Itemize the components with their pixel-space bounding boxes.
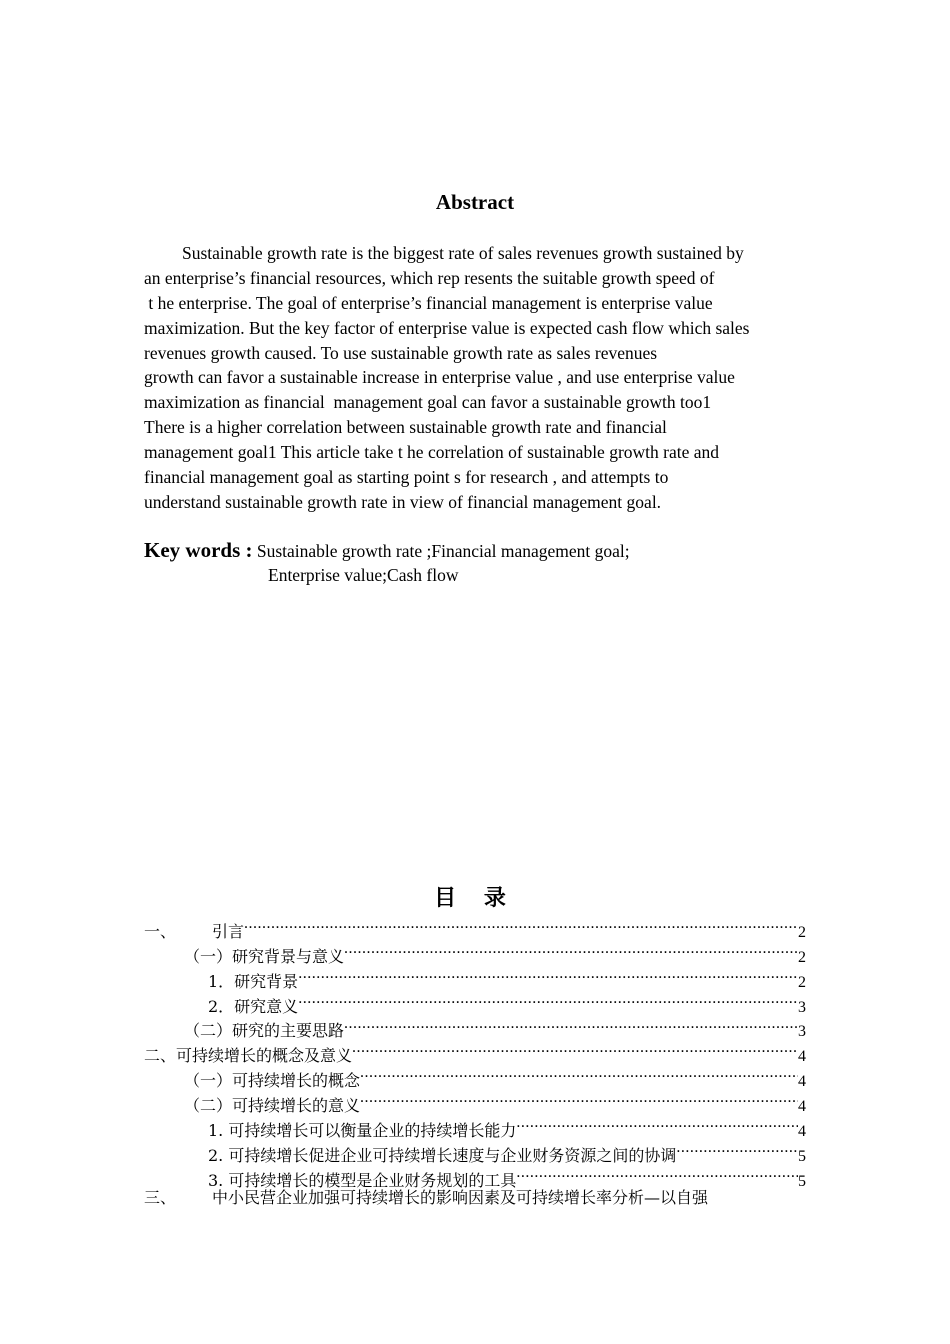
toc-leader-dots	[516, 1111, 798, 1136]
toc-leader-dots	[344, 1012, 798, 1037]
keywords-block	[144, 538, 824, 587]
toc-leader-dots	[352, 1036, 798, 1061]
toc-entry-text: （一）可持续增长的概念	[184, 1071, 361, 1091]
toc-page-number: 2	[798, 923, 806, 941]
toc-entry-text: 1．研究背景	[208, 971, 299, 991]
toc-entry-text: （二）可持续增长的意义	[184, 1096, 361, 1116]
toc-entry-text: 引言	[212, 921, 245, 941]
abstract-line: revenues growth caused. To use sustainable growth rate as sales revenues	[144, 342, 658, 363]
abstract-line: an enterprise’s financial resources, which rep resents the suitable growth speed of	[144, 267, 715, 288]
keywords-label: Key words :	[144, 538, 253, 562]
abstract-title: Abstract	[435, 190, 515, 214]
toc-leader-dots	[360, 1086, 798, 1111]
toc-leader-dots	[344, 937, 798, 962]
keywords-line-2: Enterprise value;Cash flow	[268, 565, 459, 585]
toc-page-number: 5	[798, 1147, 806, 1165]
toc-entry-text: （二）研究的主要思路	[184, 1021, 345, 1041]
toc-page-number: 3	[798, 1023, 806, 1041]
abstract-line: understand sustainable growth rate in view of financial management goal.	[144, 491, 662, 512]
keywords-text: Sustainable growth rate ;Financial management goal;	[252, 541, 630, 561]
toc-entry[interactable]	[144, 1186, 806, 1211]
abstract-line: t he enterprise. The goal of enterprise’s financial management is enterprise value	[144, 292, 713, 313]
abstract-line: Sustainable growth rate is the biggest rate of sales revenues growth sustained by	[182, 243, 744, 263]
toc-page-number: 5	[798, 1172, 806, 1190]
abstract-line: management goal1 This article take t he correlation of sustainable growth rate and	[144, 442, 720, 463]
toc-entry-text: 可持续增长的概念及意义	[176, 1046, 353, 1066]
abstract-body	[144, 241, 824, 515]
toc-page-number: 4	[798, 1098, 806, 1116]
toc-entry-text: （一）研究背景与意义	[184, 946, 345, 966]
toc-entry-number: 一、	[144, 921, 177, 941]
abstract-line: growth can favor a sustainable increase in enterprise value , and use enterprise value	[144, 367, 735, 388]
toc-leader-dots	[360, 1061, 798, 1086]
abstract-line: maximization as financial management goal can favor a sustainable growth too1	[144, 392, 712, 413]
toc-leader-dots	[244, 912, 798, 937]
abstract-line: financial management goal as starting point s for research , and attempts to	[144, 467, 669, 488]
toc-page-number: 3	[798, 998, 806, 1016]
toc-page-number: 4	[798, 1123, 806, 1141]
toc-entry-text: 3. 可持续增长的模型是企业财务规划的工具	[208, 1170, 517, 1190]
keywords-line-1	[144, 538, 824, 563]
abstract-line: maximization. But the key factor of enterprise value is expected cash flow which sales	[144, 317, 750, 338]
toc-entry-text: 2. 可持续增长促进企业可持续增长速度与企业财务资源之间的协调	[208, 1145, 677, 1165]
abstract-line: There is a higher correlation between sustainable growth rate and financial	[144, 417, 667, 438]
toc-leader-dots	[298, 962, 798, 987]
toc-page-number: 4	[798, 1073, 806, 1091]
toc-page-number: 4	[798, 1048, 806, 1066]
toc-entry-number: 三、	[144, 1187, 177, 1207]
toc-page-number: 2	[798, 973, 806, 991]
toc-leader-dots	[676, 1136, 798, 1161]
toc-entry[interactable]	[144, 912, 806, 941]
toc-leader-dots	[516, 1161, 798, 1186]
toc-entry-text: 中小民营企业加强可持续增长的影响因素及可持续增长率分析—以自强	[212, 1187, 709, 1207]
toc-leader-dots	[298, 987, 798, 1012]
toc-entry-text: 2．研究意义	[208, 996, 299, 1016]
toc-title: 目 录	[434, 886, 516, 911]
toc-entry-text: 1. 可持续增长可以衡量企业的持续增长能力	[208, 1121, 517, 1141]
table-of-contents	[144, 912, 806, 1211]
toc-page-number: 2	[798, 948, 806, 966]
toc-entry-number: 二、	[144, 1046, 177, 1066]
